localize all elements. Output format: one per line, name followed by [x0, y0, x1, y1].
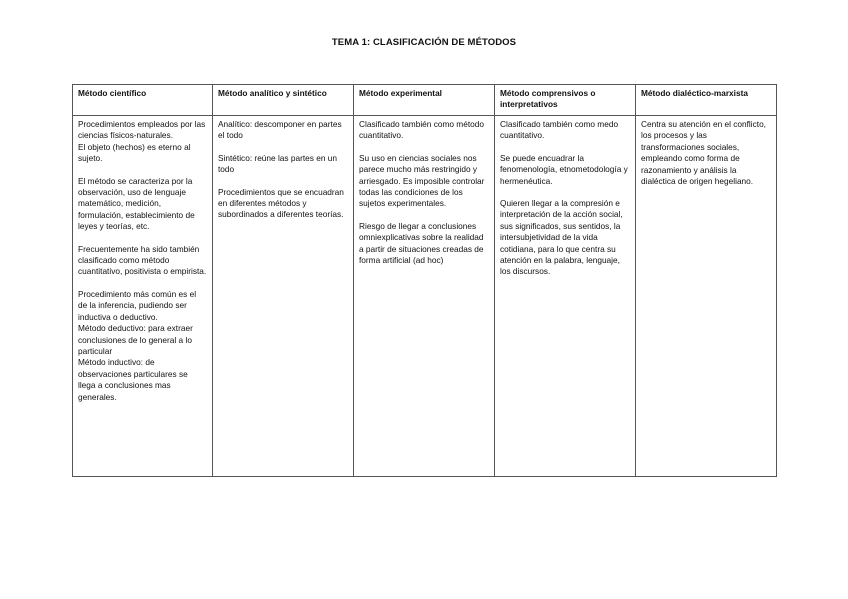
paragraph [78, 119, 207, 165]
paragraph [218, 187, 348, 221]
text-line: Método inductivo: de observaciones particulares se llega a conclusiones mas generales. [78, 357, 188, 402]
text-line: El método se caracteriza por la observación, uso de lenguaje matemático, medición, formulación, establecimiento de leyes y teorías, etc. [78, 175, 195, 232]
text-line: Analítico: descomponer en partes el todo [218, 119, 342, 141]
methods-table [72, 84, 777, 477]
paragraph [500, 153, 630, 187]
paragraph [78, 289, 207, 403]
text-line: Sintético: reúne las partes en un todo [218, 152, 337, 175]
paragraph [78, 244, 207, 278]
text-line: Su uso en ciencias sociales nos parece mucho más restringido y arriesgado. Es imposible controlar todas las condiciones de los sujetos experimentales. [359, 152, 485, 209]
header-metodo-cientifico: Método científico [73, 85, 213, 116]
header-metodo-comprensivos: Método comprensivos o interpretativos [495, 85, 636, 116]
paragraph [500, 119, 630, 142]
paragraph [218, 119, 348, 142]
text-line: Procedimientos empleados por las ciencias físicos-naturales. [78, 119, 206, 141]
paragraph [78, 176, 207, 233]
text-line: Clasificado también como método cuantitativo. [359, 119, 484, 141]
text-line: Procedimiento más común es el de la inferencia, pudiendo ser inductiva o deductivo. [78, 288, 197, 322]
paragraph [359, 153, 489, 210]
paragraph [359, 119, 489, 142]
text-line: Centra su atención en el conflicto, los procesos y las transformaciones sociales, empleando como forma de razonamiento y análisis la dialéctica de origen hegeliano. [641, 119, 766, 187]
header-metodo-dialectico: Método dialéctico-marxista [636, 85, 777, 116]
text-line: Riesgo de llegar a conclusiones omniexplicativas sobre la realidad a partir de situaciones creadas de forma artificial (ad hoc) [359, 220, 484, 266]
cell-metodo-cientifico [73, 116, 213, 477]
header-metodo-experimental: Método experimental [354, 85, 495, 116]
page-title: TEMA 1: CLASIFICACIÓN DE MÉTODOS [331, 37, 517, 48]
text-line: El objeto (hechos) es eterno al sujeto. [78, 141, 191, 164]
text-line: Se puede encuadrar la fenomenología, etnometodología y hermenéutica. [500, 152, 628, 186]
paragraph [218, 153, 348, 176]
cell-metodo-analitico-sintetico [213, 116, 354, 477]
paragraph [359, 221, 489, 267]
text-line: Procedimientos que se encuadran en diferentes métodos y subordinados a diferentes teorías. [218, 186, 344, 220]
table-header-row [73, 85, 777, 116]
text-line: Clasificado también como medo cuantitativo. [500, 119, 619, 141]
paragraph [500, 198, 630, 278]
cell-metodo-comprensivos [495, 116, 636, 477]
text-line: Quieren llegar a la compresión e interpretación de la acción social, sus significados, sus sentidos, la intersubjetividad de la vida cotidiana, para lo que centra su atención en la palabra, lenguaje, los discursos. [500, 198, 623, 277]
cell-metodo-dialectico [636, 116, 777, 477]
paragraph [641, 119, 771, 187]
text-line: Frecuentemente ha sido también clasificado como método cuantitativo, positivista o empirista. [78, 243, 207, 277]
header-metodo-analitico-sintetico: Método analítico y sintético [213, 85, 354, 116]
table-row [73, 116, 777, 477]
text-line: Método deductivo: para extraer conclusiones de lo general a lo particular [78, 323, 193, 356]
cell-metodo-experimental [354, 116, 495, 477]
